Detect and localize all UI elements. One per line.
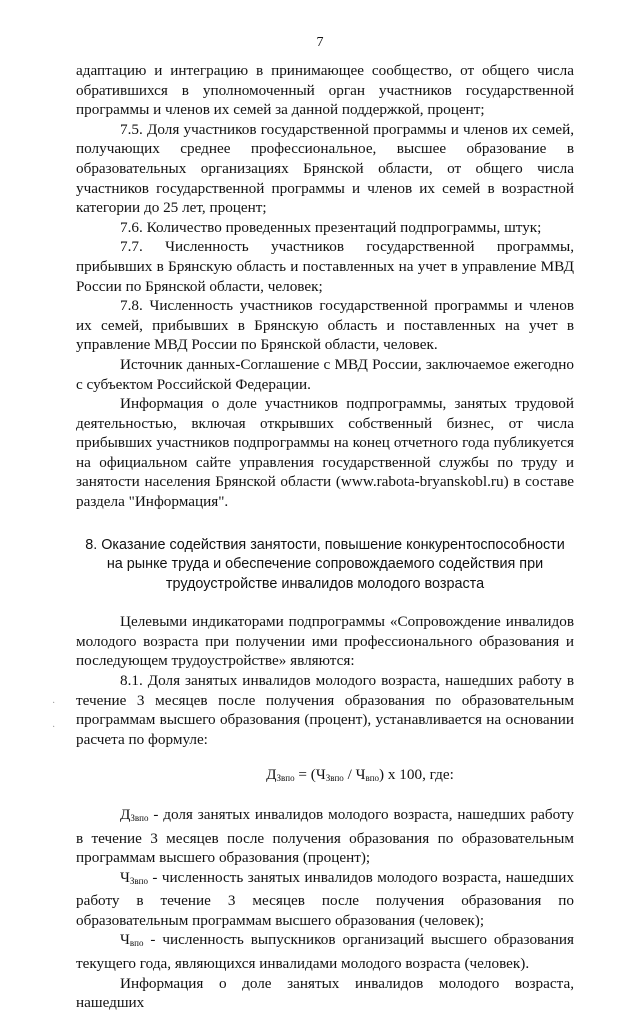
- formula-n-sub: Звпо: [325, 773, 344, 784]
- formula-tail: ) х 100, где:: [379, 766, 454, 784]
- definition-total-text: - численность выпускников организаций высшего образования текущего года, являющихся инвалидами молодого возраста (человек).: [76, 931, 574, 973]
- definition-n-text: - численность занятых инвалидов молодого возраста, нашедших работу в течение 3 месяцев после получения образования по образовательным программам высшего образования (человек);: [76, 868, 574, 929]
- definition-d-letter: Д: [120, 805, 131, 823]
- document-body: [76, 61, 574, 1013]
- paragraph-indicators-intro: Целевыми индикаторами подпрограммы «Сопровождение инвалидов молодого возраста при получении ими профессионального образования и последующем трудоустройстве» являются:: [76, 613, 574, 670]
- formula-slash: / Ч: [343, 766, 366, 784]
- definition-total-letter: Ч: [120, 931, 130, 949]
- definition-d-text: - доля занятых инвалидов молодого возраста, нашедших работу в течение 3 месяцев после получения образования по образовательным программам высшего образования (процент);: [76, 805, 574, 867]
- paragraph-7-6: 7.6. Количество проведенных презентаций подпрограммы, штук;: [120, 218, 542, 236]
- scan-mark: ·: [52, 698, 56, 709]
- definition-n-letter: Ч: [120, 868, 130, 886]
- section-heading: 8. Оказание содействия занятости, повышение конкурентоспособности на рынке труда и обеспечение сопровождаемого содействия при трудоустройстве инвалидов молодого возраста: [85, 536, 565, 592]
- scan-mark: ·: [52, 722, 56, 733]
- paragraph-7-7: 7.7. Численность участников государственной программы, прибывших в Брянскую область и поставленных на учет в управление МВД России по Брянской области, человек;: [76, 238, 574, 295]
- definition-d: [76, 805, 574, 868]
- paragraph-continuation: адаптацию и интеграцию в принимающее сообщество, от общего числа обратившихся в уполномоченный орган участников государственной программы и членов их семей за данной поддержкой, процент;: [76, 62, 574, 119]
- formula-total-sub: впо: [365, 773, 380, 784]
- definition-d-sub: Звпо: [130, 812, 149, 823]
- paragraph-7-5: 7.5. Доля участников государственной программы и членов их семей, получающих среднее профессиональное, высшее образование в образовательных организациях Брянской области, от общего числа участников государственной программы и членов их семей в возрастной категории до 25 лет, процент;: [76, 120, 574, 217]
- formula-d-letter: Д: [266, 766, 277, 784]
- paragraph-information: Информация о доле участников подпрограммы, занятых трудовой деятельностью, включая открывших собственный бизнес, от числа прибывших участников подпрограммы на конец отчетного года публикуется на официальном сайте управления государственной службы по труду и занятости населения Брянской области (www.rabota-bryanskobl.ru) в составе раздела "Информация".: [76, 395, 574, 511]
- formula-d-sub: Звпо: [276, 773, 295, 784]
- formula-eq-open: = (Ч: [294, 766, 326, 784]
- definition-total: [76, 930, 574, 973]
- paragraph-data-source: Источник данных-Соглашение с МВД России, заключаемое ежегодно с субъектом Российской Федерации.: [76, 355, 574, 393]
- page-number: 7: [316, 35, 324, 50]
- formula: [146, 765, 574, 789]
- paragraph-last: Информация о доле занятых инвалидов молодого возраста, нашедших: [76, 974, 574, 1012]
- definition-n-sub: Звпо: [129, 875, 148, 886]
- paragraph-8-1: 8.1. Доля занятых инвалидов молодого возраста, нашедших работу в течение 3 месяцев после получения образования по образовательным программам высшего образования (процент), устанавливается на основании расчета по формуле:: [76, 671, 574, 748]
- definition-n: [76, 868, 574, 931]
- paragraph-7-8: 7.8. Численность участников государственной программы и членов их семей, прибывших в Брянскую область и поставленных на учет в управление МВД России по Брянской области, человек.: [76, 297, 574, 354]
- definition-total-sub: впо: [129, 938, 144, 949]
